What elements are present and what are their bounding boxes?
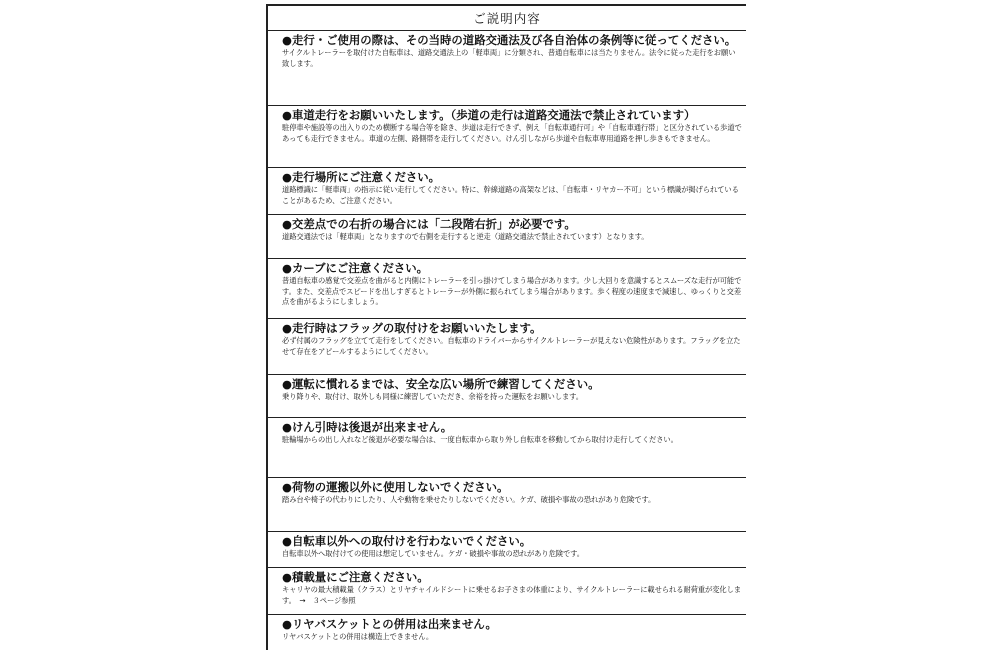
instruction-item	[268, 319, 746, 375]
instruction-body: 踏み台や椅子の代わりにしたり、人や動物を乗せたりしないでください。ケガ、破損や事故の恐れがあり危険です。	[282, 495, 656, 504]
instruction-item	[268, 31, 746, 106]
instruction-heading: ●荷物の運搬以外に使用しないでください。	[282, 480, 509, 494]
instruction-heading: ●走行時はフラッグの取付けをお願いいたします。	[282, 321, 542, 335]
instruction-heading: ●車道走行をお願いいたします。（歩道の走行は道路交通法で禁止されています）	[282, 108, 696, 122]
instruction-body: 乗り降りや、取付け、取外しも同様に練習していただき、余裕を持った運転をお願いします。	[282, 392, 583, 401]
instructions-table	[266, 4, 746, 650]
instruction-heading: ●カーブにご注意ください。	[282, 261, 429, 275]
instruction-body: キャリヤの最大積載量（クラス）とリヤチャイルドシートに乗せるお子さまの体重により、サイクルトレーラーに載せられる耐荷重が変化します。 → ３ページ参照	[282, 585, 741, 605]
instruction-item	[268, 418, 746, 478]
instruction-body: 必ず付属のフラッグを立てて走行をしてください。自転車のドライバーからサイクルトレーラーが見えない危険性があります。フラッグを立たせて存在をアピールするようにしてください。	[282, 336, 741, 356]
instruction-heading: ●けん引時は後退が出来ません。	[282, 420, 453, 434]
instruction-body: リヤバスケットとの併用は構造上できません。	[282, 632, 434, 641]
instruction-item	[268, 568, 746, 615]
instruction-item	[268, 478, 746, 532]
instruction-heading: ●積載量にご注意ください。	[282, 570, 429, 584]
instruction-body: 道路標識に「軽車両」の指示に従い走行してください。特に、幹線道路の高架などは、「自転車・リヤカー不可」という標識が掲げられていることがあるため、ご注意ください。	[282, 185, 739, 205]
instruction-item	[268, 168, 746, 215]
instruction-body: 自転車以外へ取付けての使用は想定していません。ケガ・破損や事故の恐れがあり危険です。	[282, 549, 584, 558]
instruction-heading: ●交差点での右折の場合には「二段階右折」が必要です。	[282, 217, 576, 231]
instruction-body: 駐停車や施設等の出入りのため横断する場合等を除き、歩道は走行できず、例え「自転車通行可」や「自転車通行帯」と区分されている歩道であっても走行できません。車道の左側、路側帯を走行してください。けん引しながら歩道や自転車専用道路を押し歩きもできません。	[282, 123, 742, 143]
instruction-body: 普通自転車の感覚で交差点を曲がると内側にトレーラーを引っ掛けてしまう場合があります。少し大回りを意識するとスムーズな走行が可能です。また、交差点でスピードを出しすぎるとトレーラーが外側に振られてしまう場合があります。歩く程度の速度まで減速し、ゆっくりと交差点を曲がるようにしましょう。	[282, 276, 742, 307]
instruction-item	[268, 259, 746, 319]
instruction-item	[268, 215, 746, 259]
instruction-item	[268, 375, 746, 418]
instruction-heading: ●運転に慣れるまでは、安全な広い場所で練習してください。	[282, 377, 600, 391]
instruction-heading: ●リヤバスケットとの併用は出来ません。	[282, 617, 497, 631]
instruction-body: サイクルトレーラーを取付けた自転車は、道路交通法上の「軽車両」に分類され、普通自転車には当たりません。法令に従った走行をお願い致します。	[282, 48, 736, 68]
instruction-body: 駐輪場からの出し入れなど後退が必要な場合は、一度自転車から取り外し自転車を移動してから取付け走行してください。	[282, 435, 678, 444]
instruction-heading: ●走行場所にご注意ください。	[282, 170, 441, 184]
instruction-item	[268, 106, 746, 168]
table-title: ご説明内容	[268, 6, 746, 31]
instruction-body: 道路交通法では「軽車両」となりますので右側を走行すると逆走（道路交通法で禁止されています）となります。	[282, 232, 649, 241]
instruction-heading: ●走行・ご使用の際は、その当時の道路交通法及び各自治体の条例等に従ってください。	[282, 33, 737, 47]
instruction-item	[268, 615, 746, 650]
instruction-heading: ●自転車以外への取付けを行わないでください。	[282, 534, 532, 548]
instruction-item	[268, 532, 746, 568]
